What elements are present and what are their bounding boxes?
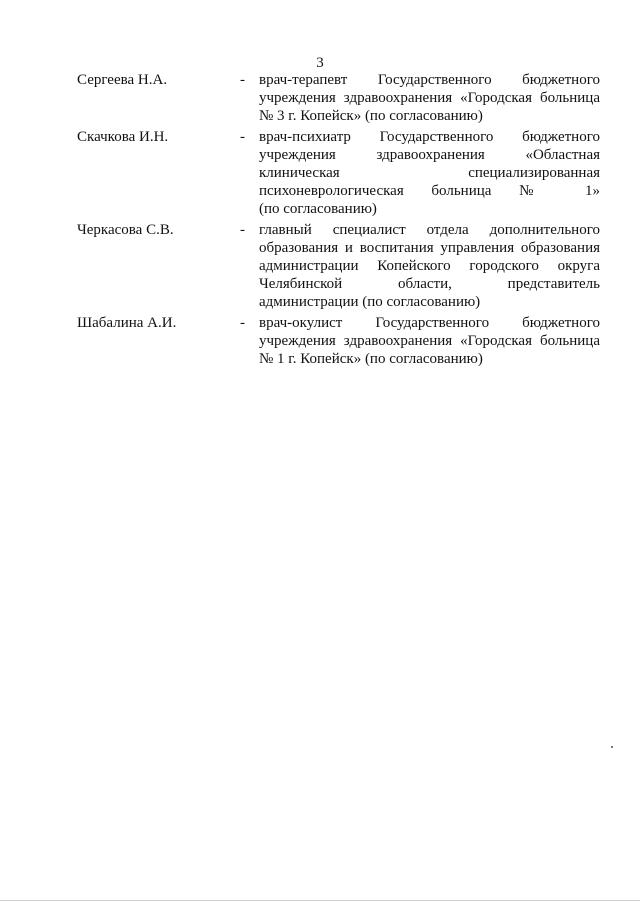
position-line: психоневрологическая больница № 1»: [259, 183, 600, 199]
position-line: администрации Копейского городского округа: [259, 258, 600, 274]
commission-member-list: [77, 71, 600, 371]
member-name: Сергеева Н.А.: [77, 72, 168, 88]
position-line: клиническая специализированная: [259, 165, 600, 181]
position-line: администрации (по согласованию): [259, 294, 481, 310]
member-entry: [77, 71, 600, 125]
member-name: Черкасова С.В.: [77, 222, 174, 238]
member-entry: [77, 128, 600, 218]
member-position: [259, 314, 600, 368]
page-bottom-edge: [0, 900, 640, 901]
position-line: образования и воспитания управления образования: [259, 240, 600, 256]
dash-separator: -: [240, 129, 245, 145]
position-line: № 1 г. Копейск» (по согласованию): [259, 351, 483, 367]
dash-separator: -: [240, 315, 245, 331]
member-position: [259, 71, 600, 125]
member-entry: [77, 314, 600, 368]
member-position: [259, 221, 600, 311]
position-line: врач-терапевт Государственного бюджетного: [259, 72, 600, 88]
member-name: Шабалина А.И.: [77, 315, 177, 331]
position-line: врач-психиатр Государственного бюджетного: [259, 129, 600, 145]
position-line: врач-окулист Государственного бюджетного: [259, 315, 600, 331]
position-line: учреждения здравоохранения «Областная: [259, 147, 600, 163]
dash-separator: -: [240, 72, 245, 88]
dash-separator: -: [240, 222, 245, 238]
position-line: учреждения здравоохранения «Городская больница: [259, 90, 600, 106]
member-entry: [77, 221, 600, 311]
position-line: главный специалист отдела дополнительного: [259, 222, 600, 238]
position-line: № 3 г. Копейск» (по согласованию): [259, 108, 483, 124]
position-line: Челябинской области, представитель: [259, 276, 600, 292]
position-line: (по согласованию): [259, 201, 377, 217]
page-number: 3: [316, 55, 324, 71]
position-line: учреждения здравоохранения «Городская больница: [259, 333, 600, 349]
scan-speck: [611, 746, 613, 748]
member-position: [259, 128, 600, 218]
member-name: Скачкова И.Н.: [77, 129, 169, 145]
